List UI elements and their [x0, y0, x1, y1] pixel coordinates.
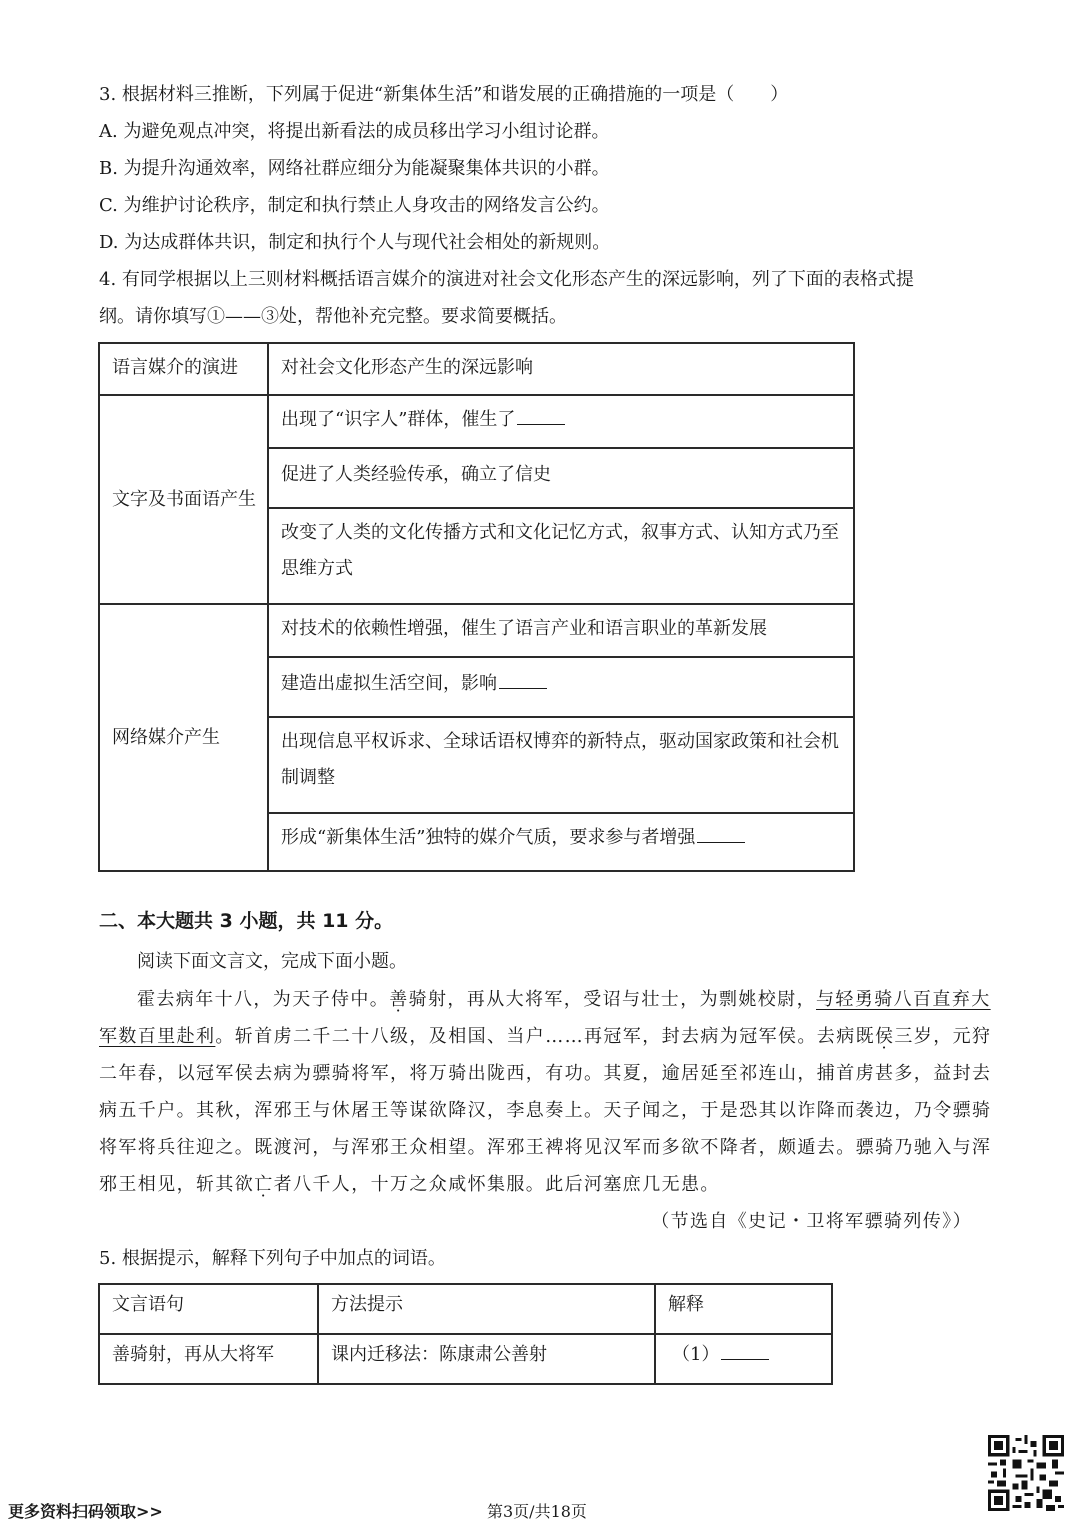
page-number: 第3页/共18页: [487, 1502, 587, 1521]
dotted-word-shan: 善: [389, 989, 409, 1010]
writing-impact-1: 出现了“识字人”群体，催生了: [268, 395, 854, 448]
group-network-label: 网络媒介产生: [99, 604, 268, 871]
passage-line-4: 病五千户。其秋，浑邪王与休屠王等谋欲降汉，李息奏上。天子闻之，于是恐其以诈降而袭边，乃令骠骑: [99, 1100, 992, 1121]
section-2-intro: 阅读下面文言文，完成下面小题。: [137, 951, 407, 972]
blank-2[interactable]: [499, 670, 547, 689]
q5-sentence: 善 ·骑射，再从大将军: [99, 1334, 318, 1384]
passage-line-2: 军数百里赴利。斩首虏二千二十八级，及相国、当户……再冠军，封去病为冠军侯。去病既侯三岁，元狩: [99, 1026, 992, 1047]
q5-method: 课内迁移法：陈康肃公善射: [318, 1334, 655, 1384]
dotted-word-wang: 亡: [254, 1174, 274, 1195]
q5-table: [98, 1283, 833, 1385]
q5-header-sentence: 文言语句: [99, 1284, 318, 1334]
section-2-title: 二、本大题共 3 小题，共 11 分。: [99, 910, 394, 932]
q3-option-b: B. 为提升沟通效率，网络社群应细分为能凝聚集体共识的小群。: [99, 158, 610, 179]
q3-option-c: C. 为维护讨论秩序，制定和执行禁止人身攻击的网络发言公约。: [99, 195, 610, 216]
q3-stem: 3. 根据材料三推断，下列属于促进“新集体生活”和谐发展的正确措施的一项是（ ）: [99, 84, 789, 105]
q5-header-method: 方法提示: [318, 1284, 655, 1334]
q4-stem-line2: 纲。请你填写①——③处，帮他补充完整。要求简要概括。: [99, 306, 567, 327]
more-materials-link[interactable]: 更多资料扫码领取>>: [8, 1502, 163, 1521]
q5-header-explain: 解释: [655, 1284, 832, 1334]
writing-impact-3: 改变了人类的文化传播方式和文化记忆方式，叙事方式、认知方式乃至思维方式: [268, 508, 854, 604]
network-impact-4: 形成“新集体生活”独特的媒介气质，要求参与者增强: [268, 813, 854, 871]
blank-3[interactable]: [697, 824, 745, 843]
passage-line-1: 霍去病年十八，为天子侍中。善骑射，再从大将军，受诏与壮士，为剽姚校尉，与轻勇骑八百直弃大: [137, 989, 991, 1010]
network-impact-2: 建造出虚拟生活空间，影响: [268, 657, 854, 717]
passage-line-3: 二年春，以冠军侯去病为骠骑将军，将万骑出陇西，有功。其夏，逾居延至祁连山，捕首虏甚多，益封去: [99, 1063, 992, 1084]
header-evolution: 语言媒介的演进: [99, 343, 268, 395]
network-impact-3: 出现信息平权诉求、全球话语权博弈的新特点，驱动国家政策和社会机制调整: [268, 717, 854, 813]
passage-source: （节选自《史记・卫将军骠骑列传》）: [651, 1211, 972, 1232]
dotted-word-hou: 侯: [875, 1026, 895, 1047]
q4-stem-line1: 4. 有同学根据以上三则材料概括语言媒介的演进对社会文化形态产生的深远影响，列了下面的表格式提: [99, 269, 914, 290]
q4-outline-table: [98, 342, 855, 872]
q5-stem: 5. 根据提示，解释下列句子中加点的词语。: [99, 1248, 446, 1269]
q5-answer-blank[interactable]: [721, 1341, 769, 1360]
underlined-sentence-part1: 与轻勇骑八百直弃大: [816, 989, 991, 1010]
group-writing-label: 文字及书面语产生: [99, 395, 268, 604]
writing-impact-2: 促进了人类经验传承，确立了信史: [268, 448, 854, 508]
q3-option-a: A. 为避免观点冲突，将提出新看法的成员移出学习小组讨论群。: [99, 121, 610, 142]
network-impact-1: 对技术的依赖性增强，催生了语言产业和语言职业的革新发展: [268, 604, 854, 657]
passage-line-5: 将军将兵往迎之。既渡河，与浑邪王众相望。浑邪王裨将见汉军而多欲不降者，颇遁去。骠骑乃驰入与浑: [99, 1137, 992, 1158]
q5-answer: （1）: [655, 1334, 832, 1384]
blank-1[interactable]: [517, 406, 565, 425]
header-impact: 对社会文化形态产生的深远影响: [268, 343, 854, 395]
underlined-sentence-part2: 军数百里赴利: [99, 1026, 216, 1047]
q3-option-d: D. 为达成群体共识，制定和执行个人与现代社会相处的新规则。: [99, 232, 611, 253]
qr-code-icon[interactable]: [988, 1435, 1064, 1511]
passage-line-6: 邪王相见，斩其欲亡者八千人，十万之众咸怀集服。此后河塞庶几无患。: [99, 1174, 720, 1195]
